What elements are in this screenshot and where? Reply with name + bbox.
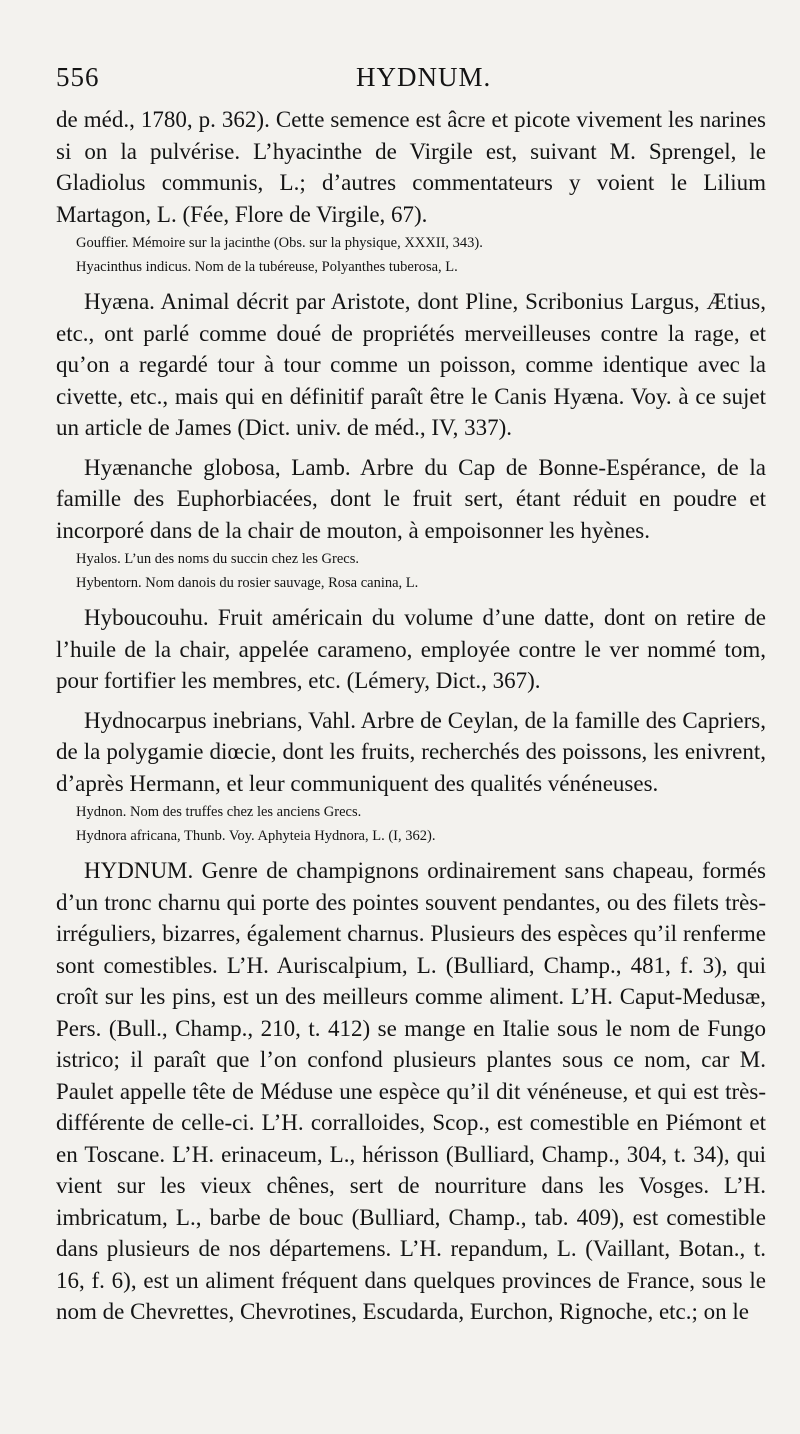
entry-hyboucouhu: Hyboucouhu. Fruit américain du volume d’une datte, dont on retire de l’huile de la chair, appelée carameno, employée contre le ver nommé tom, pour fortifier les membres, etc. (Lémery, Dict., 367). bbox=[56, 605, 766, 693]
entry-hyaena: Hyæna. Animal décrit par Aristote, dont Pline, Scribonius Largus, Ætius, etc., ont parlé comme doué de propriétés merveilleuses contre la rage, et qu’on a regardé tour à tour comme un poisson, comme identique avec la civette, etc., mais qui en définitif paraît être le Canis Hyæna. Voy. à ce sujet un article de James (Dict. univ. de méd., IV, 337). bbox=[56, 289, 766, 440]
running-title: HYDNUM. bbox=[356, 62, 492, 92]
page-header bbox=[56, 62, 766, 104]
entry-hydnon: Hydnon. Nom des truffes chez les anciens Grecs. bbox=[76, 804, 362, 820]
entry-hybentorn: Hybentorn. Nom danois du rosier sauvage, Rosa canina, L. bbox=[76, 575, 419, 591]
entry-hyacinthus-indicus: Hyacinthus indicus. Nom de la tubéreuse, Polyanthes tuberosa, L. bbox=[76, 259, 458, 275]
page-number: 556 bbox=[56, 62, 100, 92]
entry-hyalos: Hyalos. L’un des noms du succin chez les Grecs. bbox=[76, 551, 359, 567]
entry-gouffier: Gouffier. Mémoire sur la jacinthe (Obs. sur la physique, XXXII, 343). bbox=[76, 235, 483, 251]
entry-hydnora: Hydnora africana, Thunb. Voy. Aphyteia Hydnora, L. (I, 362). bbox=[76, 828, 436, 844]
entry-hydnum: HYDNUM. Genre de champignons ordinairement sans chapeau, formés d’un tronc charnu qui porte des pointes souvent pendantes, ou des filets très-irréguliers, bizarres, également charnus. Plusieurs des espèces qu’il renferme sont comestibles. L’H. Auriscalpium, L. (Bulliard, Champ., 481, f. 3), qui croît sur les pins, est un des meilleurs comme aliment. L’H. Caput-Medusæ, Pers. (Bull., Champ., 210, t. 412) se mange en Italie sous le nom de Fungo istrico; il paraît que l’on confond plusieurs plantes sous ce nom, car M. Paulet appelle tête de Méduse une espèce qu’il dit vénéneuse, et qui est très-différente de celle-ci. L’H. corralloides, Scop., est comestible en Piémont et en Toscane. L’H. erinaceum, L., hérisson (Bulliard, Champ., 304, t. 34), qui vient sur les vieux chênes, sert de nourriture dans les Vosges. L’H. imbricatum, L., barbe de bouc (Bulliard, Champ., tab. 409), est comestible dans plusieurs de nos départemens. L’H. repandum, L. (Vaillant, Botan., t. 16, f. 6), est un aliment fréquent dans quelques provinces de France, sous le nom de Chevrettes, Chevrotines, Escudarda, Eurchon, Rignoche, etc.; on le bbox=[56, 858, 766, 1324]
entry-continuation: de méd., 1780, p. 362). Cette semence est âcre et picote vivement les narines si on la pulvérise. L’hyacinthe de Virgile est, suivant M. Sprengel, le Gladiolus communis, L.; d’autres commentateurs y voient le Lilium Martagon, L. (Fée, Flore de Virgile, 67). bbox=[56, 107, 766, 227]
entry-hyaenanche: Hyænanche globosa, Lamb. Arbre du Cap de Bonne-Espérance, de la famille des Euphorbiacées, dont le fruit sert, étant réduit en poudre et incorporé dans de la chair de mouton, à empoisonner les hyènes. bbox=[56, 454, 766, 543]
entry-hydnocarpus: Hydnocarpus inebrians, Vahl. Arbre de Ceylan, de la famille des Capriers, de la polygamie diœcie, dont les fruits, recherchés des poissons, les enivrent, d’après Hermann, et leur communiquent des qualités vénéneuses. bbox=[56, 707, 766, 796]
